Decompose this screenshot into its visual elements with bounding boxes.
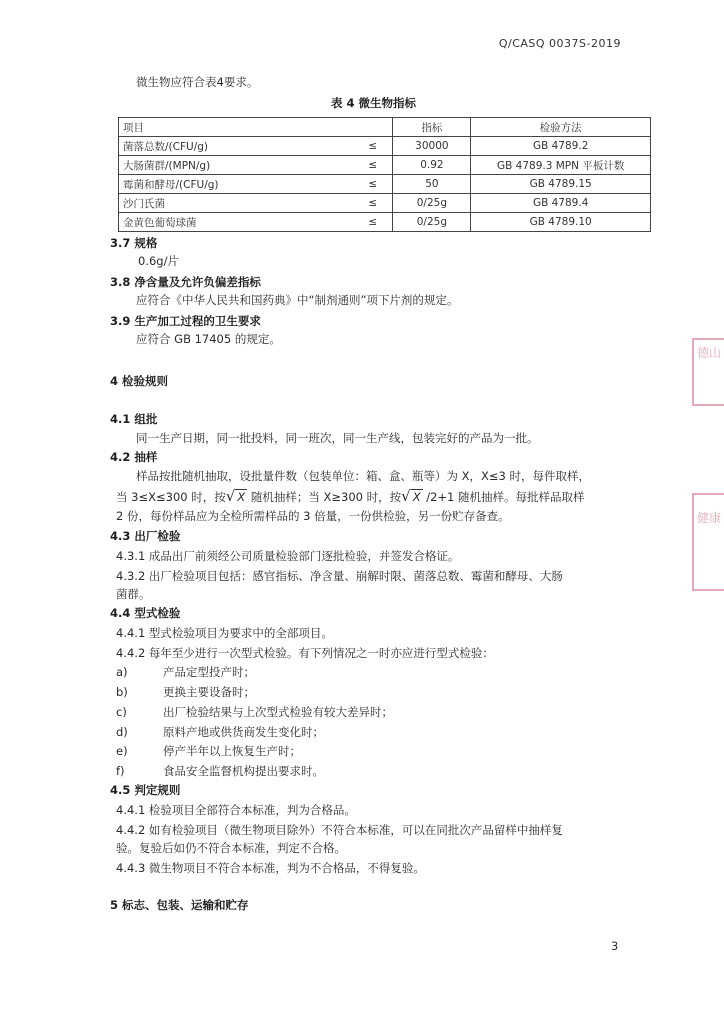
list-key: c) (116, 705, 127, 719)
section-4-2-title: 4.2 抽样 (110, 450, 158, 464)
section-4-3-2-cont: 菌群。 (116, 587, 151, 601)
row-op: ≤ (353, 156, 393, 175)
row-method: GB 4789.2 (471, 137, 651, 156)
section-3-9-title: 3.9 生产加工过程的卫生要求 (110, 314, 261, 328)
sampling-line-2 (116, 488, 585, 505)
row-value: 0/25g (393, 213, 471, 232)
seal-stamp-upper: 德山 (692, 338, 724, 406)
header-item: 项目 (119, 118, 393, 137)
document-code: Q/CASQ 0037S-2019 (498, 37, 621, 50)
sampling-line-3: 2 份，每份样品应为全检所需样品的 3 倍量，一份供检验，另一份贮存备查。 (116, 509, 510, 523)
section-4-4-2: 4.4.2 每年至少进行一次型式检验。有下列情况之一时亦应进行型式检验： (116, 646, 494, 660)
list-item: 食品安全监督机构提出要求时。 (163, 764, 324, 778)
sampling-line-1: 样品按批随机抽取，设批量件数（包装单位：箱、盒、瓶等）为 X，X≤3 时，每件取样， (136, 469, 591, 483)
list-item: 停产半年以上恢复生产时； (163, 744, 301, 758)
section-4-5-3: 4.4.3 微生物项目不符合本标准，判为不合格品，不得复验。 (116, 861, 425, 875)
row-method: GB 4789.10 (471, 213, 651, 232)
section-4-4-1: 4.4.1 型式检验项目为要求中的全部项目。 (116, 626, 333, 640)
row-value: 30000 (393, 137, 471, 156)
sqrt-x-2: X (412, 490, 421, 504)
section-4-5-2: 4.4.2 如有检验项目（微生物项目除外）不符合本标准，可以在同批次产品留样中抽样复 (116, 823, 563, 837)
table-row (119, 137, 651, 156)
sampling-text-e: /2+1 随机抽样。每批样品取样 (422, 490, 585, 504)
row-op: ≤ (353, 137, 393, 156)
row-op: ≤ (353, 175, 393, 194)
row-item: 菌落总数/(CFU/g) (119, 137, 354, 156)
header-value: 指标 (393, 118, 471, 137)
list-item: 出厂检验结果与上次型式检验有较大差异时； (163, 705, 393, 719)
section-4-5-1: 4.4.1 检验项目全部符合本标准，判为合格品。 (116, 803, 356, 817)
page-number: 3 (611, 939, 619, 953)
row-op: ≤ (353, 194, 393, 213)
header-method: 检验方法 (471, 118, 651, 137)
table-row (119, 156, 651, 175)
seal-stamp-lower: 健康 (692, 493, 724, 591)
section-4-1-title: 4.1 组批 (110, 412, 158, 426)
list-item: 产品定型投产时； (163, 665, 255, 679)
table-caption: 表 4 微生物指标 (331, 96, 417, 110)
section-3-8-title: 3.8 净含量及允许负偏差指标 (110, 275, 261, 289)
list-key: a) (116, 665, 128, 679)
table-header-row (119, 118, 651, 137)
list-key: e) (116, 744, 128, 758)
sqrt-symbol: √ (225, 487, 236, 505)
section-4-3-title: 4.3 出厂检验 (110, 529, 181, 543)
list-key: d) (116, 725, 128, 739)
section-3-9-text: 应符合 GB 17405 的规定。 (136, 332, 281, 346)
row-op: ≤ (353, 213, 393, 232)
section-4-3-1: 4.3.1 成品出厂前须经公司质量检验部门逐批检验，并签发合格证。 (116, 549, 460, 563)
list-item: 原料产地或供货商发生变化时； (163, 725, 324, 739)
row-item: 霉菌和酵母/(CFU/g) (119, 175, 354, 194)
section-3-7-title: 3.7 规格 (110, 236, 158, 250)
section-4-5-title: 4.5 判定规则 (110, 783, 181, 797)
row-item: 沙门氏菌 (119, 194, 354, 213)
row-value: 50 (393, 175, 471, 194)
row-method: GB 4789.4 (471, 194, 651, 213)
row-item: 大肠菌群/(MPN/g) (119, 156, 354, 175)
sqrt-symbol: √ (401, 487, 411, 505)
section-4-5-2-cont: 验。复验后如仍不符合本标准，判定不合格。 (116, 841, 346, 855)
section-4-4-title: 4.4 型式检验 (110, 606, 181, 620)
section-4-title: 4 检验规则 (110, 374, 169, 388)
section-4-1-text: 同一生产日期，同一批投料，同一班次，同一生产线，包装完好的产品为一批。 (136, 431, 539, 445)
section-3-7-text: 0.6g/片 (138, 254, 179, 268)
row-method: GB 4789.15 (471, 175, 651, 194)
row-value: 0/25g (393, 194, 471, 213)
list-key: b) (116, 685, 128, 699)
table-row (119, 213, 651, 232)
list-item: 更换主要设备时； (163, 685, 255, 699)
row-method: GB 4789.3 MPN 平板计数 (471, 156, 651, 175)
sampling-text-c: 随机抽样；当 X≥300 时，按 (247, 490, 402, 504)
row-value: 0.92 (393, 156, 471, 175)
microbe-table (118, 117, 651, 232)
sqrt-x-1: X (237, 490, 246, 504)
table-row (119, 194, 651, 213)
section-5-title: 5 标志、包装、运输和贮存 (110, 898, 249, 912)
table-row (119, 175, 651, 194)
section-4-3-2: 4.3.2 出厂检验项目包括：感官指标、净含量、崩解时限、菌落总数、霉菌和酵母、大肠 (116, 569, 563, 583)
list-key: f) (116, 764, 125, 778)
intro-text: 微生物应符合表4要求。 (136, 75, 259, 89)
row-item: 金黄色葡萄球菌 (119, 213, 354, 232)
sampling-text-a: 当 3≤X≤300 时，按 (116, 490, 226, 504)
section-3-8-text: 应符合《中华人民共和国药典》中“制剂通则”项下片剂的规定。 (136, 293, 459, 307)
